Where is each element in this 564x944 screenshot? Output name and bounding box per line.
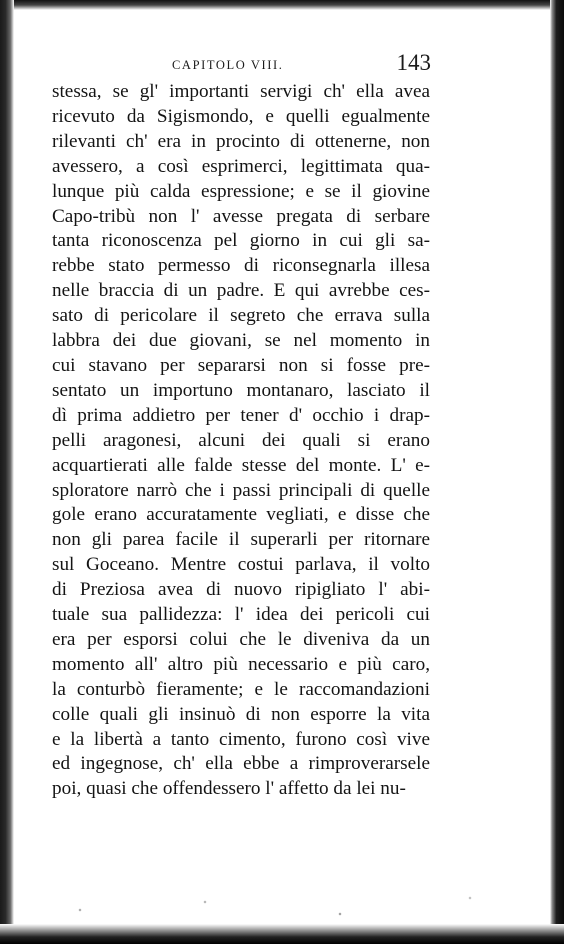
scan-top-edge — [0, 0, 564, 10]
text-line: rebbe stato permesso di riconsegnarla illesa — [52, 255, 430, 277]
scan-right-edge — [550, 0, 564, 944]
text-line: stessa, se gl' importanti servigi ch' ella avea — [52, 81, 430, 102]
text-line: ricevuto da Sigismondo, e quelli egualmente — [52, 105, 430, 127]
text-line: nelle braccia di un padre. E qui avrebbe ces- — [52, 280, 430, 302]
text-line: sentato un importuno montanaro, lasciato il — [52, 379, 430, 401]
text-line: acquartierati alle falde stesse del monte. L' e- — [52, 454, 430, 476]
text-line: dì prima addietro per tener d' occhio i drap- — [52, 404, 430, 426]
text-line: sul Goceano. Mentre costui parlava, il volto — [52, 554, 430, 576]
text-line: e la libertà a tanto cimento, furono così vive — [52, 728, 430, 750]
text-line: tanta riconoscenza pel giorno in cui gli sa- — [52, 230, 430, 252]
text-line: sploratore narrò che i passi principali di quelle — [52, 479, 430, 501]
text-line: cui stavano per separarsi non si fosse pre- — [52, 354, 430, 376]
text-line: colle quali gli insinuò di non esporre la vita — [52, 703, 430, 725]
text-line: avessero, a così esprimerci, legittimata qua- — [52, 155, 430, 177]
text-line: momento all' altro più necessario e più caro, — [52, 653, 430, 675]
paper-speckle — [30, 882, 530, 922]
scan-left-edge — [0, 0, 14, 944]
text-line: di Preziosa avea di nuovo ripigliato l' abi- — [52, 579, 430, 601]
scan-bottom-edge — [0, 924, 564, 944]
text-line: labbra dei due giovani, se nel momento in — [52, 330, 430, 352]
text-line: gole erano accuratamente vegliati, e disse che — [52, 504, 430, 526]
running-title: CAPITOLO VIII. — [172, 58, 284, 72]
text-line: rilevanti ch' era in procinto di ottenerne, non — [52, 130, 430, 152]
text-line: sato di pericolare il segreto che errava sulla — [52, 305, 430, 327]
text-line: poi, quasi che offendessero l' affetto da lei nu- — [52, 778, 406, 800]
page-number: 143 — [396, 50, 431, 75]
text-line: Capo-tribù non l' avesse pregata di serbare — [52, 205, 430, 227]
text-line: tuale sua pallidezza: l' idea dei pericoli cui — [52, 604, 430, 626]
text-line: era per esporsi colui che le diveniva da un — [52, 628, 430, 650]
text-line: pelli aragonesi, alcuni dei quali si erano — [52, 429, 430, 451]
text-line: la conturbò fieramente; e le raccomandazioni — [52, 678, 430, 700]
text-line: ed ingegnose, ch' ella ebbe a rimproverarsele — [52, 753, 430, 775]
text-line: non gli parea facile il superarli per ritornare — [52, 529, 430, 551]
body-text — [52, 80, 430, 802]
text-line: lunque più calda espressione; e se il giovine — [52, 180, 430, 202]
